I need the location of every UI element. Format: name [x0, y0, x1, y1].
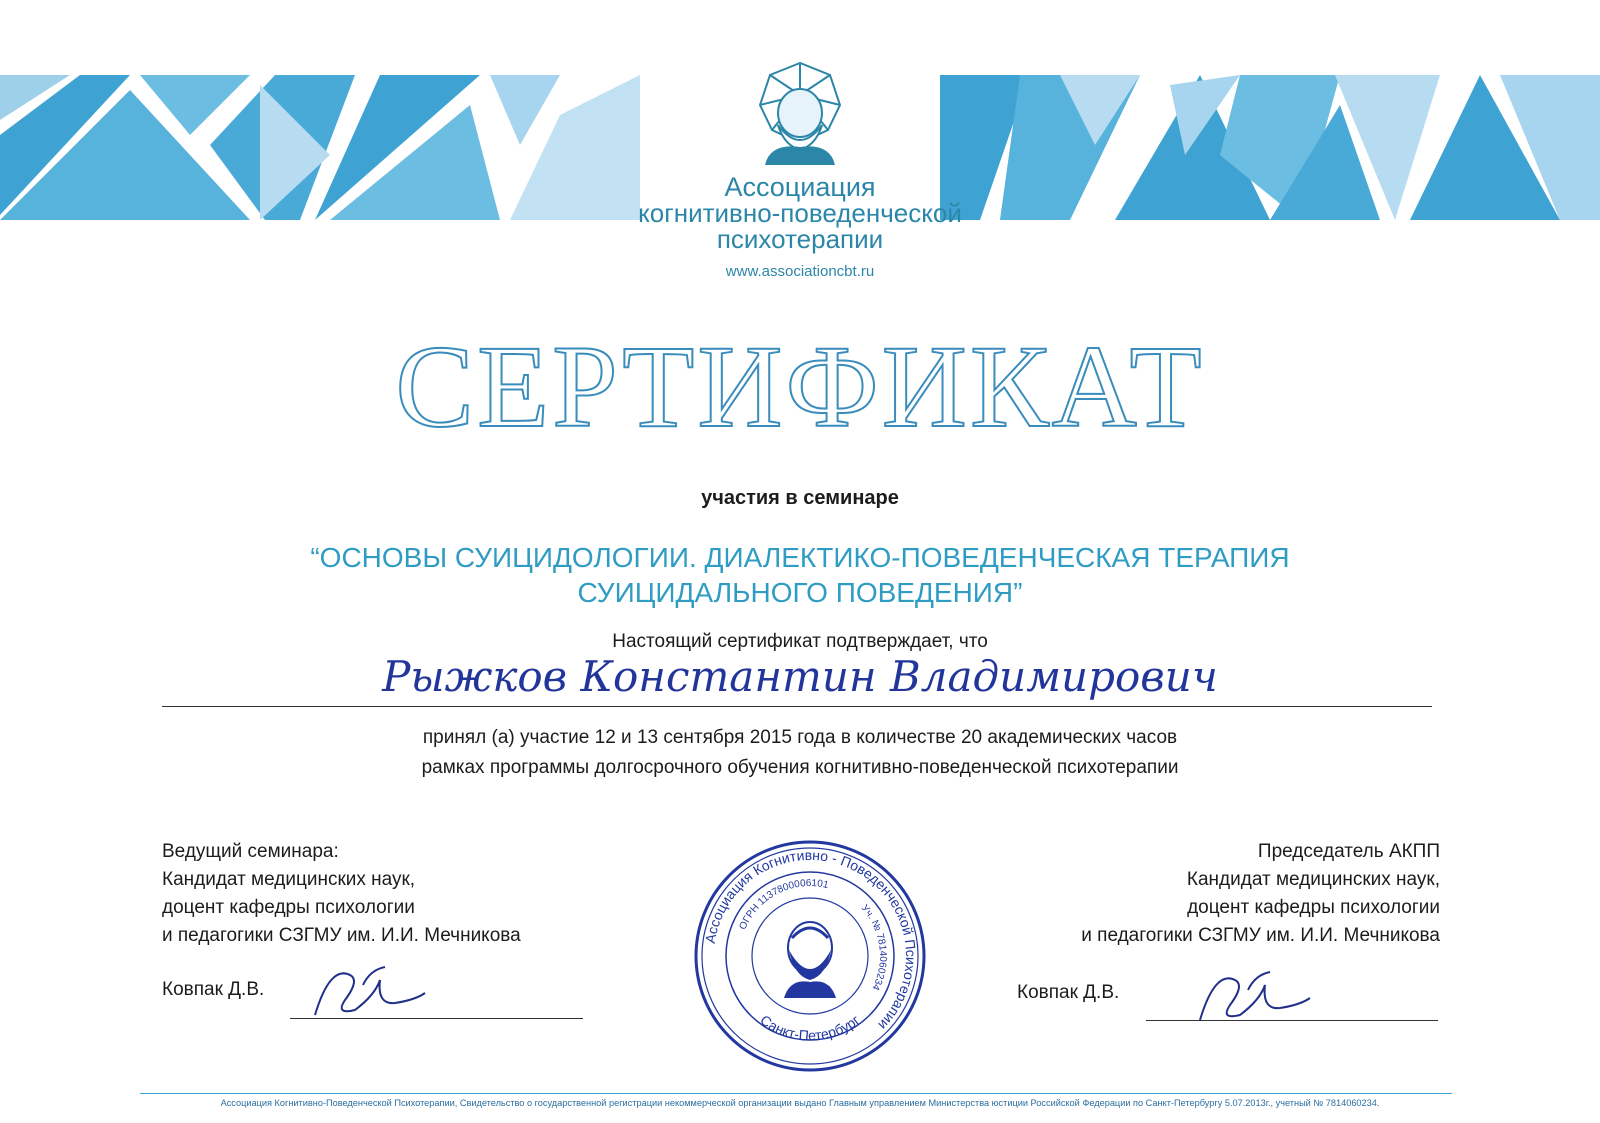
participation-label: участия в семинаре: [701, 487, 899, 509]
stamp-abbrev: АКПП: [789, 983, 831, 1000]
association-name-line-2: когнитивно-поведенческой: [638, 198, 962, 228]
stamp-outer-text: Ассоциация Когнитивно - Поведенческой Психотерапии: [701, 846, 920, 1034]
official-stamp: [692, 838, 928, 1074]
stamp-city: Санкт-Петербург: [757, 1011, 863, 1044]
signatory-right-role: Председатель АКПП: [1257, 841, 1440, 862]
certificate-title: СЕРТИФИКАТ: [395, 321, 1205, 452]
header-banner-left: [0, 75, 640, 220]
footer-registration-text: Ассоциация Когнитивно-Поведенческой Психотерапии, Свидетельство о государственной регистрации некоммерческой организации выдано Главным управлением Министерства юстиции Российской Федерации по Санкт-Петербургу 5.07.2013г., учетный № 7814060234.: [220, 1098, 1380, 1108]
signature-right-icon: [1190, 958, 1320, 1028]
stamp-ogrn: ОГРН 1137800006101: [737, 877, 830, 932]
confirms-label: Настоящий сертификат подтверждает, что: [612, 631, 988, 652]
signatory-left: [162, 838, 521, 950]
seminar-title-line-2: СУИЦИДАЛЬНОГО ПОВЕДЕНИЯ”: [577, 577, 1023, 608]
signatory-left-degree: Кандидат медицинских наук,: [162, 869, 416, 890]
signatory-left-role: Ведущий семинара:: [162, 841, 339, 862]
seminar-title-line-1: “ОСНОВЫ СУИЦИДОЛОГИИ. ДИАЛЕКТИКО-ПОВЕДЕНЧЕСКАЯ ТЕРАПИЯ: [310, 542, 1290, 573]
recipient-name-line: [162, 706, 1432, 707]
association-name-line-3: психотерапии: [716, 224, 884, 254]
svg-text:Санкт-Петербург: [757, 1012, 862, 1044]
signatory-right-degree: Кандидат медицинских наук,: [1186, 869, 1440, 890]
program-details: рамках программы долгосрочного обучения когнитивно-поведенческой психотерапии: [421, 757, 1179, 778]
signatory-left-institution: и педагогики СЗГМУ им. И.И. Мечникова: [162, 925, 521, 946]
signatory-right-position: доцент кафедры психологии: [1187, 897, 1440, 918]
signatory-right-institution: и педагогики СЗГМУ им. И.И. Мечникова: [1081, 925, 1440, 946]
participation-details: принял (а) участие 12 и 13 сентября 2015 года в количестве 20 академических часов: [422, 727, 1178, 748]
signatory-right: [1081, 838, 1440, 950]
signatory-left-name: Ковпак Д.В.: [162, 979, 265, 1000]
signature-left-icon: [305, 955, 435, 1025]
signatory-right-name: Ковпак Д.В.: [1017, 982, 1120, 1003]
association-logo-icon: [730, 55, 870, 165]
association-name-line-1: Ассоциация: [724, 172, 876, 202]
association-website: www.associationcbt.ru: [725, 263, 875, 280]
signatory-left-position: доцент кафедры психологии: [162, 897, 415, 918]
stamp-inn: Уч. № 7814060234: [858, 902, 889, 992]
footer-rule: [140, 1093, 1452, 1094]
recipient-name: Рыжков Константин Владимирович: [382, 652, 1218, 701]
